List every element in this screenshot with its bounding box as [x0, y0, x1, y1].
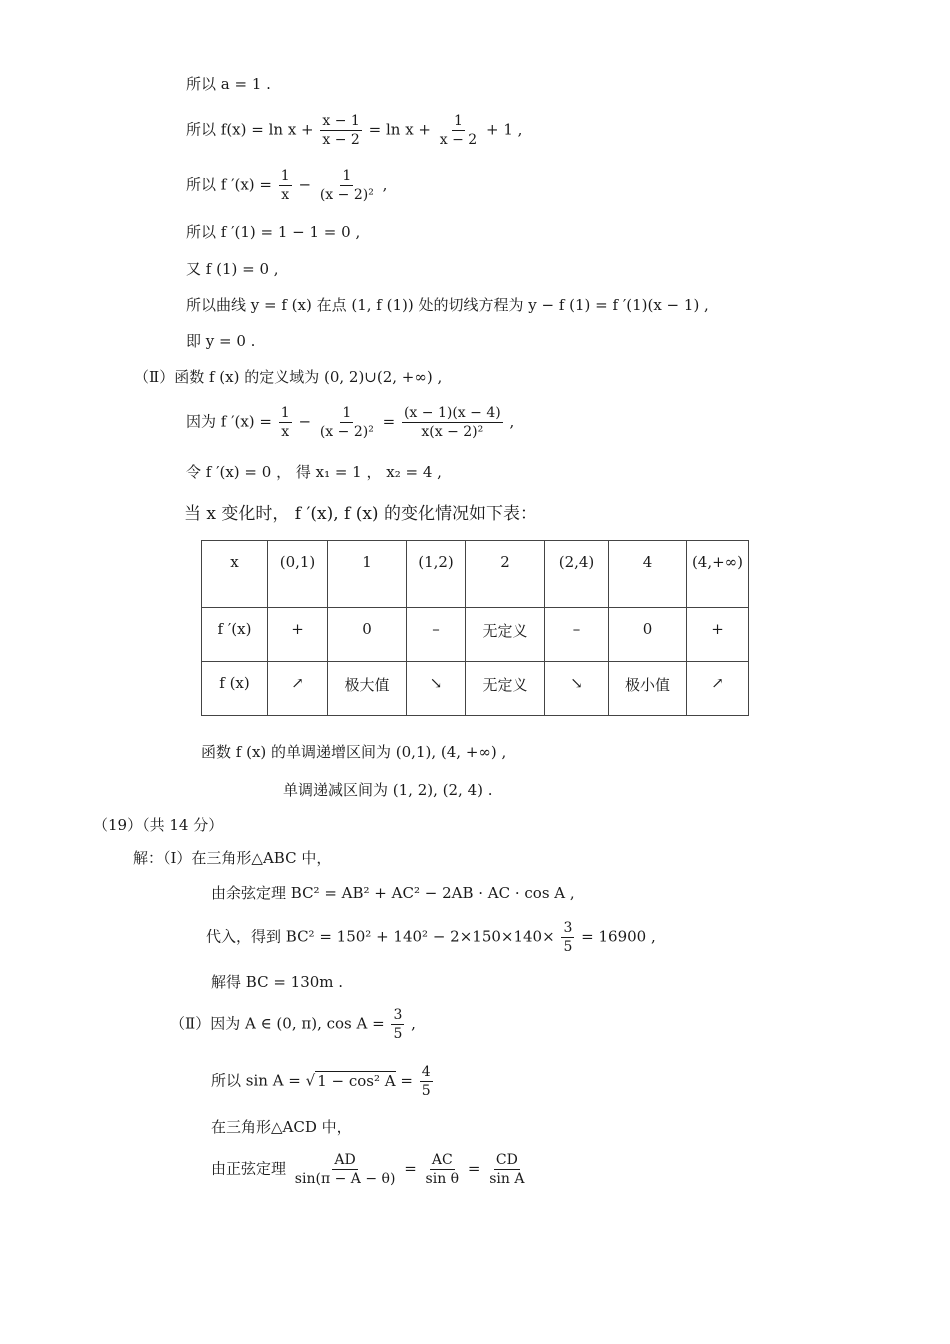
denominator: sin A [489, 1171, 525, 1188]
text: − [298, 412, 312, 431]
table-cell: 0 [609, 608, 687, 662]
numerator: 3 [391, 1007, 404, 1025]
table-cell: (1,2) [407, 541, 466, 608]
denominator: 5 [563, 939, 573, 956]
table-cell: + [687, 608, 749, 662]
sqrt-sign: √ [305, 1071, 316, 1090]
table-cell: 极大值 [328, 662, 407, 716]
text: = [400, 1071, 413, 1090]
text-line: 解得 BC = 130m . [211, 973, 344, 991]
table-cell: ↘ [545, 662, 609, 716]
denominator: x(x − 2)² [421, 424, 484, 441]
table-cell: ↘ [407, 662, 466, 716]
table-cell: x [202, 541, 268, 608]
text: 因为 f ′(x) = [186, 412, 272, 431]
denominator: x − 2 [439, 132, 478, 149]
table-cell: ↗ [268, 662, 328, 716]
text: = [467, 1159, 481, 1178]
text: 代入，得到 BC² = 150² + 140² − 2×150×140× [206, 927, 555, 946]
text-line: 所以 f ′(1) = 1 − 1 = 0 , [186, 223, 361, 241]
text: （Ⅱ）因为 A ∈ (0, π), cos A = [170, 1014, 385, 1033]
fraction [279, 405, 292, 440]
table-cell: 1 [328, 541, 407, 608]
numerator: CD [494, 1152, 520, 1170]
text-line: 在三角形△ACD 中， [211, 1118, 352, 1136]
fraction [318, 168, 376, 203]
formula-line [206, 920, 656, 955]
text-line: （Ⅱ）函数 f (x) 的定义域为 (0, 2)∪(2, +∞) , [134, 368, 443, 386]
numerator: 1 [340, 405, 353, 423]
sqrt-radicand: 1 − cos² A [317, 1071, 396, 1090]
numerator: (x − 1)(x − 4) [402, 405, 503, 423]
table-row [202, 662, 749, 716]
fraction [402, 405, 503, 440]
numerator: 1 [340, 168, 353, 186]
table-cell: ↗ [687, 662, 749, 716]
text: = [404, 1159, 417, 1178]
denominator: 5 [421, 1083, 431, 1100]
fraction [438, 113, 479, 148]
text-line: 当 x 变化时， f ′(x), f (x) 的变化情况如下表： [184, 504, 537, 524]
table-cell: (0,1) [268, 541, 328, 608]
formula-line [170, 1007, 416, 1042]
text: , [509, 412, 515, 431]
fraction [279, 168, 292, 203]
text: − [298, 175, 312, 194]
fraction [318, 405, 376, 440]
fraction [320, 113, 361, 148]
denominator: x − 2 [322, 132, 360, 149]
numerator: AD [332, 1152, 357, 1170]
text: = ln x + [368, 120, 431, 139]
denominator: x [281, 424, 290, 441]
text: , [382, 175, 388, 194]
formula-line [211, 1152, 529, 1187]
formula-line [186, 113, 522, 148]
text-line: 由余弦定理 BC² = AB² + AC² − 2AB · AC · cos A , [211, 884, 575, 902]
text: = 16900 , [581, 927, 656, 946]
table-cell: – [407, 608, 466, 662]
text-line: 又 f (1) = 0 , [186, 260, 279, 278]
text-line: 令 f ′(x) = 0 ， 得 x₁ = 1 ， x₂ = 4 , [186, 463, 442, 481]
table-cell: 4 [609, 541, 687, 608]
denominator: (x − 2)² [319, 424, 374, 441]
denominator: sin(π − A − θ) [294, 1171, 396, 1188]
text-line: 单调递减区间为 (1, 2), (2, 4) . [283, 781, 493, 799]
numerator: AC [430, 1152, 455, 1170]
table-cell: 2 [466, 541, 545, 608]
fraction [487, 1152, 526, 1187]
numerator: 1 [279, 405, 292, 423]
denominator: (x − 2)² [319, 187, 374, 204]
text-line: 即 y = 0 . [186, 332, 256, 350]
table-row [202, 608, 749, 662]
table-cell: 极小值 [609, 662, 687, 716]
text: = [382, 412, 396, 431]
table-cell: f (x) [202, 662, 268, 716]
text-line: 函数 f (x) 的单调递增区间为 (0,1), (4, +∞) , [201, 743, 507, 761]
text: + 1 , [485, 120, 523, 139]
fraction [561, 920, 574, 955]
text-line: 解：（Ⅰ）在三角形△ABC 中， [133, 849, 332, 867]
numerator: x − 1 [320, 113, 361, 131]
denominator: sin θ [425, 1171, 460, 1188]
fraction [420, 1064, 433, 1099]
denominator: 5 [393, 1026, 403, 1043]
text: 所以 sin A = [211, 1071, 301, 1090]
fraction [391, 1007, 404, 1042]
formula-line [186, 405, 514, 440]
text: , [411, 1014, 416, 1033]
formula-line [186, 168, 387, 203]
formula-line [211, 1064, 435, 1099]
table-cell: – [545, 608, 609, 662]
text-line: 所以 a = 1 . [186, 75, 271, 93]
numerator: 1 [279, 168, 292, 186]
fraction [293, 1152, 398, 1187]
question-header: （19）（共 14 分） [93, 816, 224, 834]
variation-table [201, 540, 749, 716]
text: 所以 f(x) = ln x + [186, 120, 314, 139]
denominator: x [281, 187, 290, 204]
table-cell: + [268, 608, 328, 662]
table-cell: 无定义 [466, 608, 545, 662]
text: 由正弦定理 [211, 1159, 287, 1178]
numerator: 1 [452, 113, 465, 131]
text-line: 所以曲线 y = f (x) 在点 (1, f (1)) 处的切线方程为 y − f (1) = f ′(1)(x − 1) , [186, 296, 709, 314]
table-cell: 无定义 [466, 662, 545, 716]
table-cell: f ′(x) [202, 608, 268, 662]
table-cell: (2,4) [545, 541, 609, 608]
table-row [202, 541, 749, 608]
table-cell: 0 [328, 608, 407, 662]
numerator: 4 [420, 1064, 433, 1082]
text: 所以 f ′(x) = [186, 175, 272, 194]
numerator: 3 [561, 920, 574, 938]
table-cell: (4,+∞) [687, 541, 749, 608]
fraction [424, 1152, 462, 1187]
